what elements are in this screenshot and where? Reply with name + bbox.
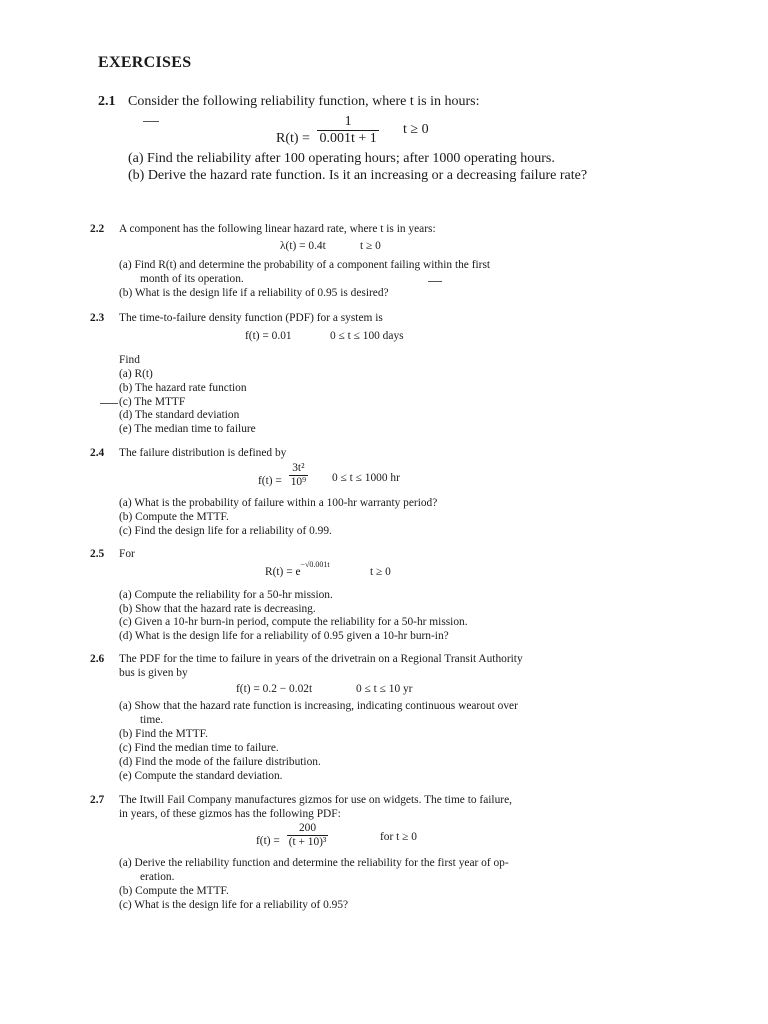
equation-condition: t ≥ 0 — [403, 122, 429, 137]
equation — [265, 560, 330, 578]
exercise-number: 2.1 — [98, 94, 116, 109]
item: (b) The hazard rate function — [119, 382, 247, 394]
item: (b) Compute the MTTF. — [119, 511, 229, 523]
exercise-intro: The Itwill Fail Company manufactures gizmos for use on widgets. The time to failure, — [119, 794, 512, 806]
exponent: −√0.001t — [300, 560, 330, 570]
part-a-continued: time. — [140, 714, 164, 726]
part-a: (a) Find the reliability after 100 operating hours; after 1000 operating hours. — [128, 151, 555, 166]
part-b: (b) What is the design life if a reliability of 0.95 is desired? — [119, 287, 389, 299]
equation: f(t) = 0.2 − 0.02t — [236, 683, 313, 695]
exercise-intro: The PDF for the time to failure in years of the drivetrain on a Regional Transit Authority — [119, 653, 523, 665]
equation — [256, 822, 328, 849]
scan-mark — [143, 121, 159, 122]
item: (d) What is the design life for a reliability of 0.95 given a 10-hr burn-in? — [119, 630, 449, 642]
denominator: (t + 10)³ — [288, 836, 327, 849]
denominator: 10⁹ — [290, 476, 307, 489]
part-b: (b) Compute the MTTF. — [119, 885, 229, 897]
equation — [258, 462, 308, 489]
equation-condition: for t ≥ 0 — [380, 831, 417, 843]
exercises-heading: EXERCISES — [98, 54, 192, 71]
equation: f(t) = 0.01 — [245, 330, 292, 342]
item: (c) Given a 10-hr burn-in period, compute the reliability for a 50-hr mission. — [119, 616, 468, 628]
equation: λ(t) = 0.4t — [280, 240, 326, 252]
exercise-intro: A component has the following linear hazard rate, where t is in years: — [119, 223, 436, 235]
exercise-number: 2.7 — [90, 794, 105, 806]
equation-condition: 0 ≤ t ≤ 1000 hr — [332, 472, 400, 484]
exercise-number: 2.2 — [90, 223, 105, 235]
scan-mark — [428, 281, 442, 282]
item: (d) The standard deviation — [119, 409, 240, 421]
exercise-number: 2.6 — [90, 653, 105, 665]
equation-condition: 0 ≤ t ≤ 10 yr — [356, 683, 413, 695]
exercise-intro: The failure distribution is defined by — [119, 447, 287, 459]
denominator: 0.001t + 1 — [319, 131, 377, 147]
item: (d) Find the mode of the failure distribution. — [119, 756, 321, 768]
part-a: (a) Show that the hazard rate function is increasing, indicating continuous wearout over — [119, 700, 518, 712]
exercise-number: 2.3 — [90, 312, 105, 324]
exercise-intro-continued: bus is given by — [119, 667, 188, 679]
item: (e) Compute the standard deviation. — [119, 770, 283, 782]
item: (a) Compute the reliability for a 50-hr mission. — [119, 589, 333, 601]
equation — [276, 114, 379, 147]
scan-mark — [100, 403, 118, 404]
equation-condition: t ≥ 0 — [360, 240, 381, 252]
equation-lhs: R(t) = — [276, 130, 310, 146]
equation-condition: t ≥ 0 — [370, 566, 391, 578]
equation-condition: 0 ≤ t ≤ 100 days — [330, 330, 404, 342]
exercise-intro: For — [119, 548, 135, 560]
item: (a) What is the probability of failure within a 100-hr warranty period? — [119, 497, 438, 509]
item: (e) The median time to failure — [119, 423, 256, 435]
item: (b) Find the MTTF. — [119, 728, 208, 740]
item: (a) R(t) — [119, 368, 153, 380]
find-label: Find — [119, 354, 140, 366]
numerator: 3t² — [289, 462, 308, 476]
exercise-number: 2.4 — [90, 447, 105, 459]
part-a: (a) Find R(t) and determine the probability of a component failing within the first — [119, 259, 491, 271]
equation-lhs: f(t) = — [256, 835, 280, 848]
item: (c) The MTTF — [119, 396, 186, 408]
part-b: (b) Derive the hazard rate function. Is it an increasing or a decreasing failure rate? — [128, 168, 588, 183]
numerator: 1 — [317, 114, 378, 131]
equation-fraction — [287, 822, 329, 849]
item: (c) Find the design life for a reliability of 0.99. — [119, 525, 332, 537]
exercise-intro-continued: in years, of these gizmos has the following PDF: — [119, 808, 341, 820]
equation-fraction — [289, 462, 308, 489]
part-a-continued: eration. — [140, 871, 175, 883]
part-a: (a) Derive the reliability function and determine the reliability for the first year of op- — [119, 857, 509, 869]
exercise-intro: Consider the following reliability function, where t is in hours: — [128, 94, 480, 109]
item: (b) Show that the hazard rate is decreasing. — [119, 603, 316, 615]
item: (c) Find the median time to failure. — [119, 742, 279, 754]
part-a-continued: month of its operation. — [140, 273, 244, 285]
equation-fraction — [317, 114, 378, 147]
equation-lhs: R(t) = e — [265, 566, 301, 578]
exercise-number: 2.5 — [90, 548, 105, 560]
part-c: (c) What is the design life for a reliability of 0.95? — [119, 899, 349, 911]
numerator: 200 — [287, 822, 329, 836]
equation-lhs: f(t) = — [258, 475, 282, 488]
exercise-intro: The time-to-failure density function (PDF) for a system is — [119, 312, 383, 324]
